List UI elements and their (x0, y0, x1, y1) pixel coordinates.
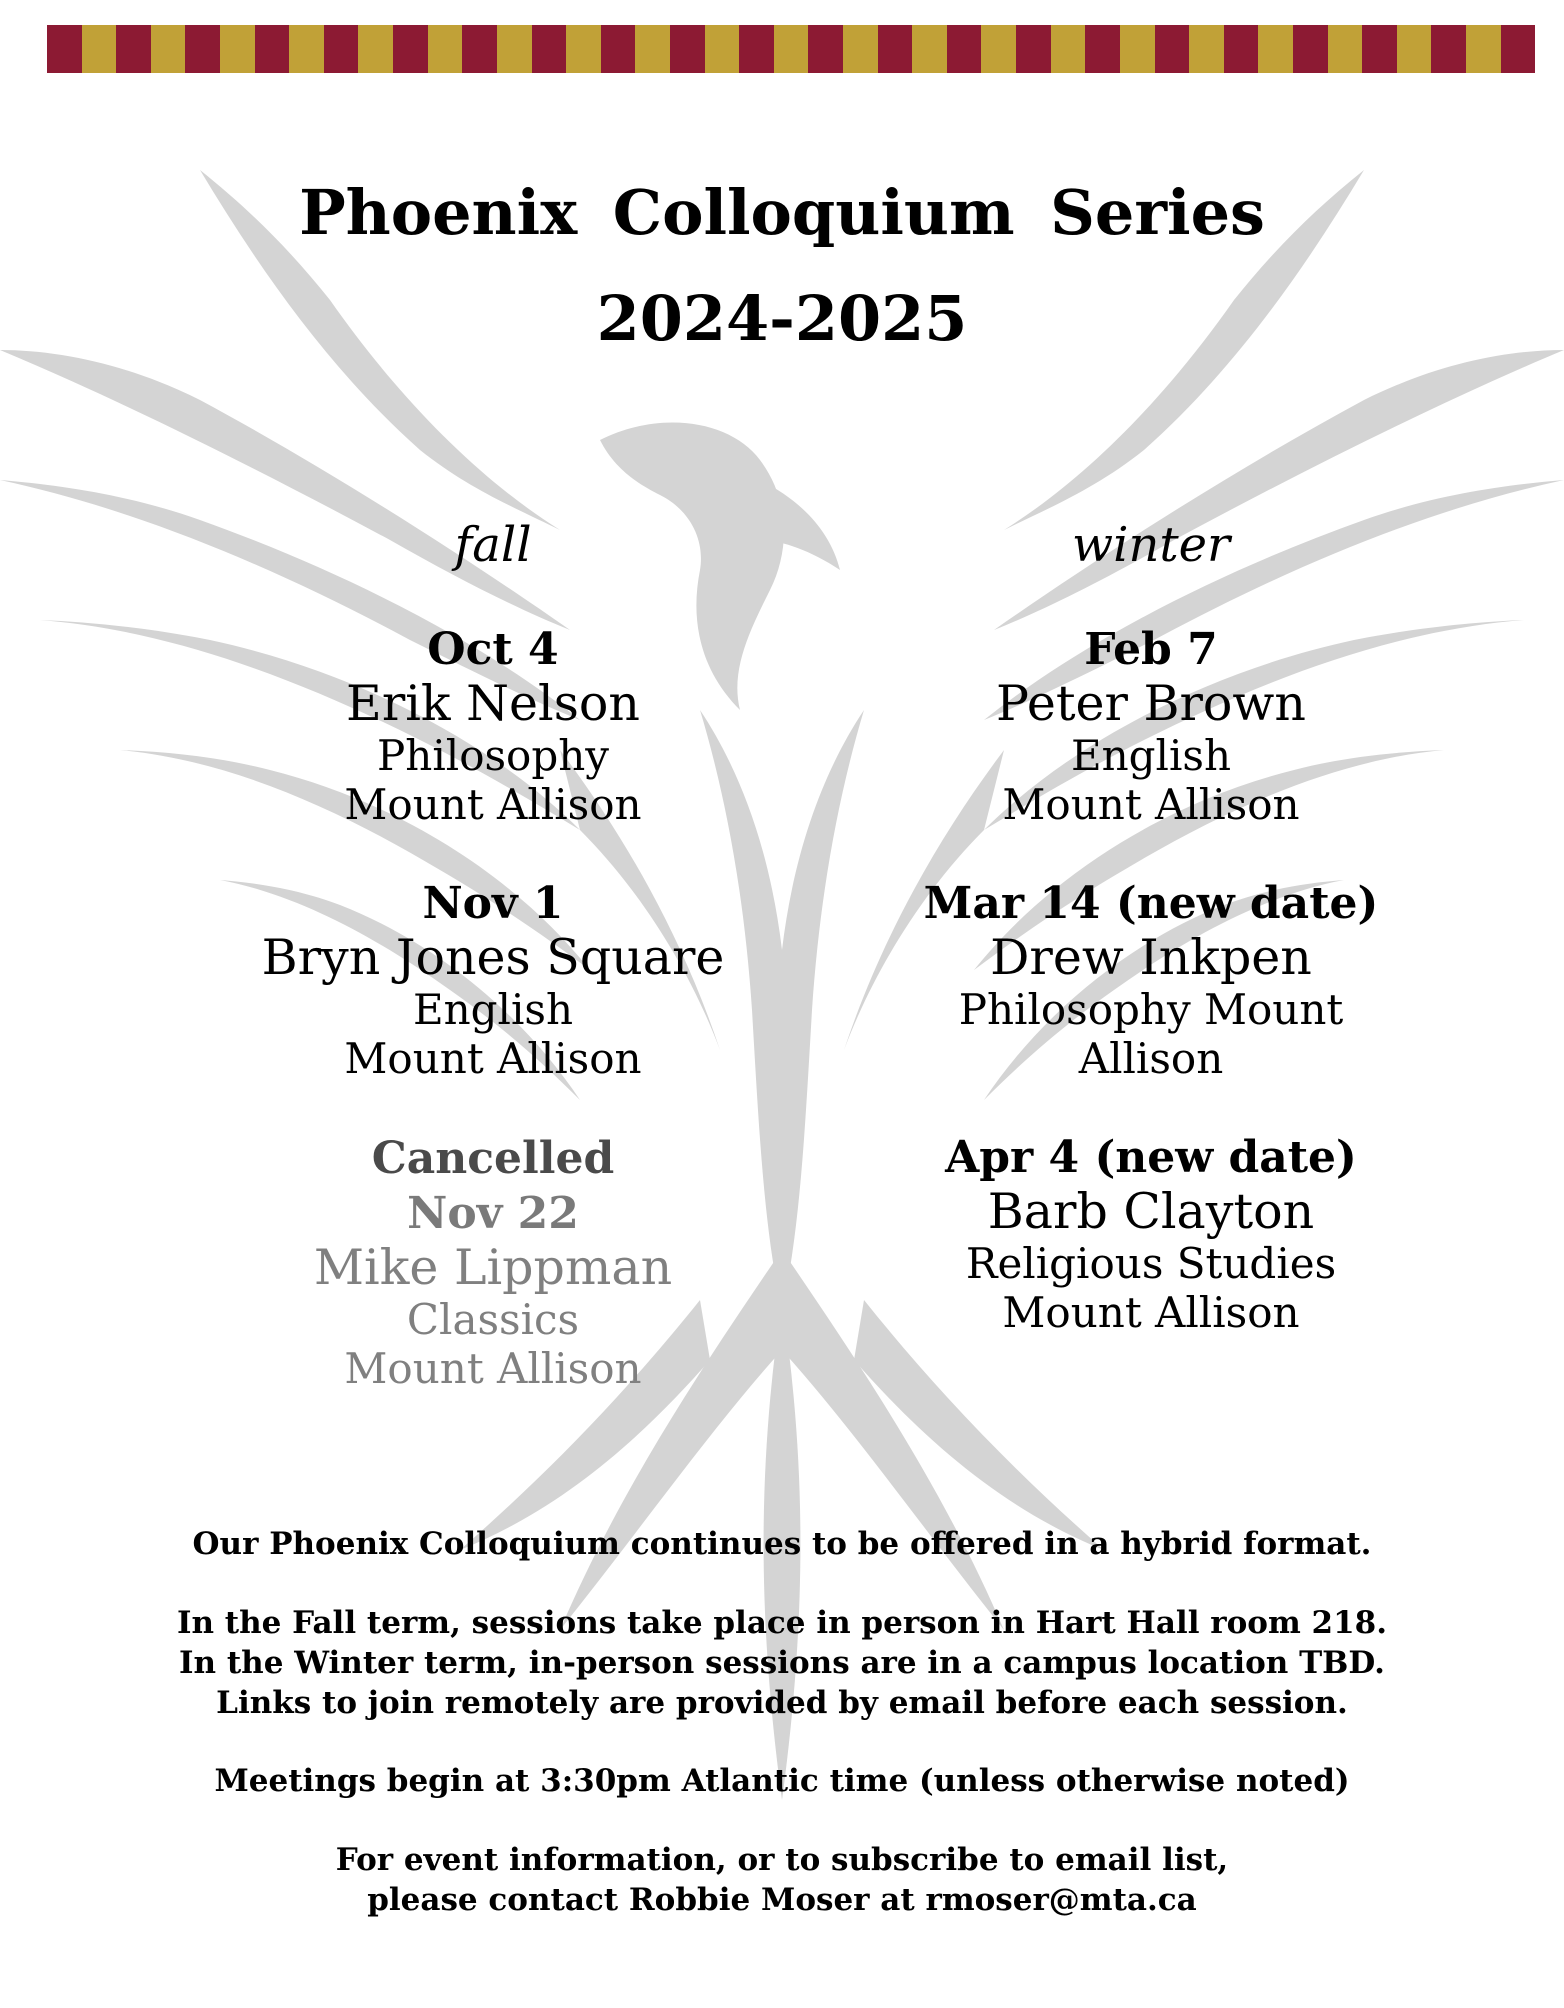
season-label-winter: winter (1072, 517, 1230, 573)
event-institution: Mount Allison (1002, 780, 1300, 829)
winter-column (791, 515, 1511, 1385)
fall-column (133, 515, 853, 1441)
contact-note (0, 1840, 1564, 1920)
contact-line-1: For event information, or to subscribe to email list, (335, 1842, 1229, 1878)
contact-line-2: please contact Robbie Moser at rmoser@mta.ca (367, 1882, 1197, 1918)
time-text: Meetings begin at 3:30pm Atlantic time (unless otherwise noted) (214, 1763, 1350, 1799)
event-speaker: Barb Clayton (987, 1183, 1315, 1240)
location-note (0, 1603, 1564, 1723)
event-institution: Mount Allison (1002, 1288, 1300, 1337)
event-department: Classics (406, 1295, 580, 1344)
remote-text: Links to join remotely are provided by email before each session. (216, 1685, 1348, 1721)
event-status: Cancelled (371, 1133, 615, 1184)
event-date: Oct 4 (427, 624, 559, 675)
event-speaker: Mike Lippman (313, 1239, 673, 1296)
event-date: Mar 14 (new date) (923, 878, 1379, 929)
format-text: Our Phoenix Colloquium continues to be offered in a hybrid format. (192, 1526, 1372, 1562)
fall-location-text: In the Fall term, sessions take place in person in Hart Hall room 218. (176, 1605, 1388, 1641)
page-title: Phoenix Colloquium Series (299, 176, 1265, 249)
event-date: Nov 1 (422, 878, 564, 929)
event-department: English (412, 985, 574, 1034)
event-nov-22-cancelled (133, 1131, 853, 1393)
event-date: Feb 7 (1084, 624, 1218, 675)
event-speaker: Peter Brown (996, 675, 1306, 732)
event-mar-14 (791, 877, 1511, 1083)
event-nov-1 (133, 877, 853, 1083)
event-oct-4 (133, 623, 853, 829)
event-department: Philosophy Mount Allison (958, 985, 1344, 1083)
event-speaker: Bryn Jones Square (261, 929, 725, 986)
page-year: 2024-2025 (596, 282, 968, 355)
event-date: Apr 4 (new date) (945, 1132, 1357, 1183)
event-apr-4 (791, 1131, 1511, 1337)
time-note (0, 1761, 1564, 1801)
event-speaker: Drew Inkpen (990, 929, 1312, 986)
event-feb-7 (791, 623, 1511, 829)
season-label-fall: fall (454, 517, 532, 573)
event-department: Religious Studies (965, 1239, 1337, 1288)
event-department: English (1070, 731, 1232, 780)
format-note (0, 1524, 1564, 1564)
event-department: Philosophy (377, 731, 609, 780)
event-institution: Mount Allison (344, 780, 642, 829)
event-institution: Mount Allison (344, 1344, 642, 1393)
event-institution: Mount Allison (344, 1034, 642, 1083)
event-date: Nov 22 (407, 1188, 579, 1239)
winter-location-text: In the Winter term, in-person sessions are in a campus location TBD. (179, 1645, 1385, 1681)
event-speaker: Erik Nelson (346, 675, 640, 732)
